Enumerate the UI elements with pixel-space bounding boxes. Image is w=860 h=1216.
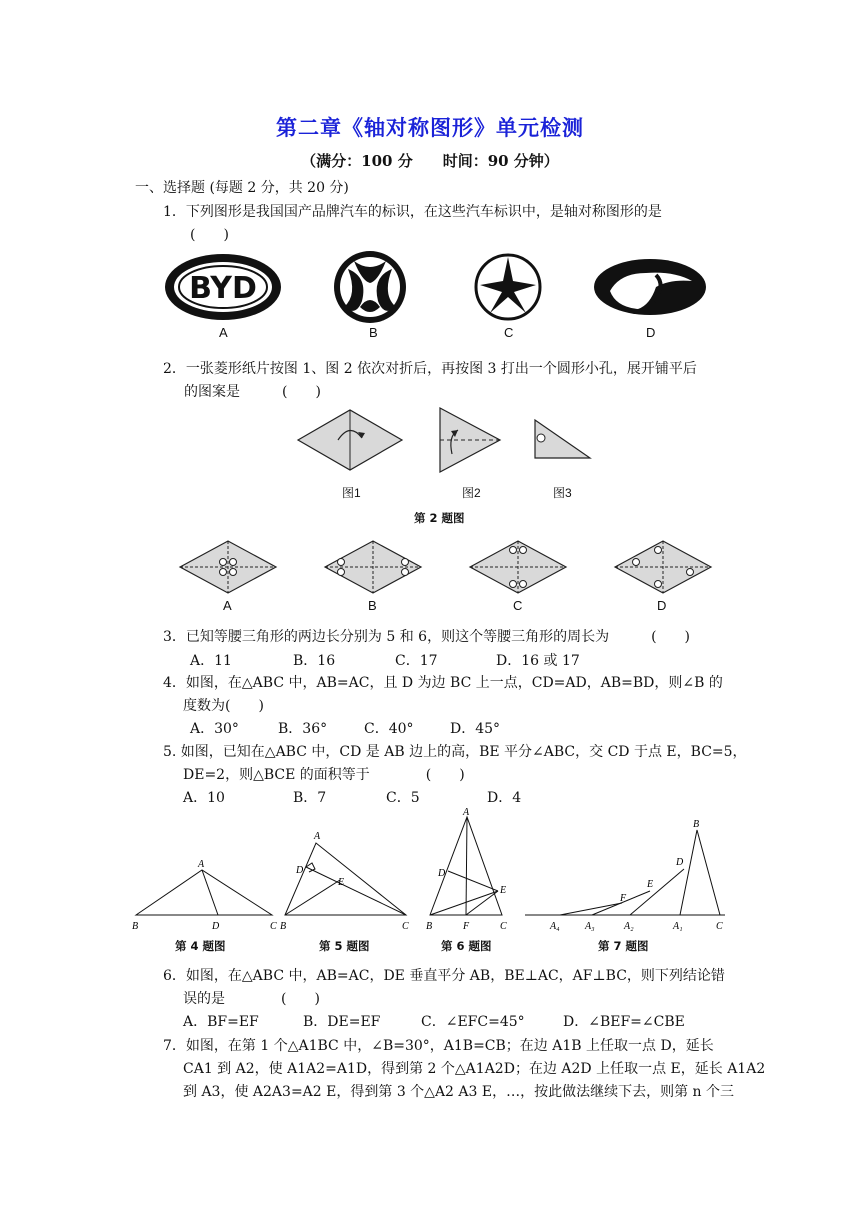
svg-text:D: D bbox=[676, 857, 684, 868]
q5-stem: 5. 如图，已知在△ABC 中，CD 是 AB 边上的高，BE 平分∠ABC，交 CD 于点 E，BC=5， bbox=[163, 744, 747, 760]
byd-logo-icon bbox=[165, 254, 281, 320]
q3-option-a: A．11 bbox=[190, 653, 232, 669]
q4-option-b: B．36° bbox=[278, 721, 328, 737]
svg-text:A₁: A₁ bbox=[673, 921, 683, 932]
q1-stem: 1．下列图形是我国国产品牌汽车的标识，在这些汽车标识中，是轴对称图形的是 bbox=[163, 204, 662, 220]
choice-a-pattern-icon bbox=[180, 541, 276, 593]
svg-text:F: F bbox=[620, 893, 627, 904]
exam-info: （满分：100 分 时间：90 分钟） bbox=[301, 152, 559, 170]
svg-text:D: D bbox=[438, 868, 446, 879]
q7-stem: 7．如图，在第 1 个△A1BC 中，∠B=30°，A1B=CB；在边 A1B 上任取一点 D，延长 bbox=[163, 1038, 714, 1054]
svg-text:B: B bbox=[693, 819, 700, 830]
choice-d-pattern-icon bbox=[615, 541, 711, 593]
q4-option-d: D．45° bbox=[450, 721, 501, 737]
choice-c-pattern-icon bbox=[470, 541, 566, 593]
fig7-caption: 第 7 题图 bbox=[598, 939, 649, 953]
fig4-caption: 第 4 题图 bbox=[175, 939, 226, 953]
q1-blank: ( ) bbox=[190, 227, 229, 243]
q4-option-c: C．40° bbox=[364, 721, 414, 737]
star-logo-icon bbox=[476, 255, 540, 319]
q2-folding-figures bbox=[290, 400, 600, 480]
fig6-caption: 第 6 题图 bbox=[441, 939, 492, 953]
svg-text:A: A bbox=[463, 807, 470, 818]
q2-choices bbox=[170, 535, 720, 600]
rhombus-fold-icon bbox=[298, 410, 402, 470]
q2-fig2-label: 图2 bbox=[462, 486, 481, 500]
svg-text:B: B bbox=[280, 921, 287, 932]
q3-option-d: D．16 或 17 bbox=[496, 653, 580, 669]
q6-option-d: D．∠BEF=∠CBE bbox=[563, 1014, 685, 1030]
svg-text:D: D bbox=[212, 921, 220, 932]
q1-label-d: D bbox=[646, 325, 656, 340]
q2-stem: 2．一张菱形纸片按图 1、图 2 依次对折后，再按图 3 打出一个圆形小孔，展开铺平后 bbox=[163, 361, 697, 377]
svg-text:C: C bbox=[402, 921, 409, 932]
svg-text:E: E bbox=[338, 877, 345, 888]
q5-stem-2: DE=2，则△BCE 的面积等于 ( ) bbox=[183, 767, 465, 783]
svg-text:C: C bbox=[500, 921, 507, 932]
svg-text:A₃: A₃ bbox=[585, 921, 595, 932]
q5-option-c: C．5 bbox=[386, 790, 420, 806]
q1-label-a: A bbox=[219, 325, 228, 340]
q1-label-c: C bbox=[504, 325, 514, 340]
svg-text:B: B bbox=[426, 921, 433, 932]
q3-stem: 3．已知等腰三角形的两边长分别为 5 和 6，则这个等腰三角形的周长为 ( ) bbox=[163, 629, 690, 645]
q1-label-b: B bbox=[369, 325, 378, 340]
svg-text:C: C bbox=[716, 921, 723, 932]
q7-stem-2: CA1 到 A2，使 A1A2=A1D，得到第 2 个△A1A2D；在边 A2D 上任取一点 E，延长 A1A2 bbox=[183, 1061, 766, 1077]
q6-option-a: A．BF=EF bbox=[183, 1014, 259, 1030]
fig4-triangle-icon bbox=[136, 870, 272, 915]
geometry-figures bbox=[130, 805, 730, 935]
q6-stem-2: 误的是 ( ) bbox=[183, 991, 320, 1007]
q5-option-a: A．10 bbox=[183, 790, 225, 806]
swirl-logo-icon bbox=[594, 259, 706, 315]
q4-option-a: A．30° bbox=[190, 721, 239, 737]
q4-stem-2: 度数为( ) bbox=[183, 698, 264, 714]
svg-text:C: C bbox=[270, 921, 277, 932]
section-heading: 一、选择题 (每题 2 分，共 20 分) bbox=[135, 180, 349, 196]
q5-option-d: D．4 bbox=[487, 790, 522, 806]
svg-text:F: F bbox=[463, 921, 470, 932]
q6-option-c: C．∠EFC=45° bbox=[421, 1014, 525, 1030]
q1-logos bbox=[160, 250, 720, 325]
svg-text:BYD: BYD bbox=[189, 271, 257, 306]
fig5-caption: 第 5 题图 bbox=[319, 939, 370, 953]
svg-text:A: A bbox=[314, 831, 321, 842]
svg-text:A₂: A₂ bbox=[624, 921, 634, 932]
dongfeng-logo-icon bbox=[334, 251, 406, 323]
half-fold-icon bbox=[440, 408, 500, 472]
q3-option-b: B．16 bbox=[293, 653, 336, 669]
q2-label-a: A bbox=[223, 598, 232, 613]
page-title: 第二章《轴对称图形》单元检测 bbox=[276, 116, 584, 140]
svg-text:A₄: A₄ bbox=[550, 921, 560, 932]
q6-stem: 6．如图，在△ABC 中，AB=AC，DE 垂直平分 AB，BE⊥AC，AF⊥BC，则下列结论错 bbox=[163, 968, 725, 984]
q2-label-c: C bbox=[513, 598, 523, 613]
choice-b-pattern-icon bbox=[325, 541, 421, 593]
q6-option-b: B．DE=EF bbox=[303, 1014, 381, 1030]
q2-stem-2: 的图案是 ( ) bbox=[184, 384, 321, 400]
svg-text:A: A bbox=[198, 859, 205, 870]
q7-stem-3: 到 A3，使 A2A3=A2 E，得到第 3 个△A2 A3 E，…，按此做法继续下去，则第 n 个三 bbox=[183, 1084, 735, 1100]
q2-label-d: D bbox=[657, 598, 667, 613]
svg-text:E: E bbox=[500, 885, 507, 896]
fig5-triangle-icon bbox=[285, 843, 406, 915]
q2-label-b: B bbox=[368, 598, 377, 613]
fig6-triangle-icon bbox=[430, 817, 502, 915]
punched-fold-icon bbox=[535, 420, 590, 458]
q3-option-c: C．17 bbox=[395, 653, 438, 669]
q2-caption: 第 2 题图 bbox=[414, 511, 465, 525]
svg-text:D: D bbox=[296, 865, 304, 876]
svg-text:B: B bbox=[132, 921, 139, 932]
q5-option-b: B．7 bbox=[293, 790, 327, 806]
q2-fig1-label: 图1 bbox=[342, 486, 361, 500]
svg-text:E: E bbox=[647, 879, 654, 890]
q2-fig3-label: 图3 bbox=[553, 486, 572, 500]
q4-stem: 4．如图，在△ABC 中，AB=AC，且 D 为边 BC 上一点，CD=AD，AB=BD，则∠B 的 bbox=[163, 675, 723, 691]
